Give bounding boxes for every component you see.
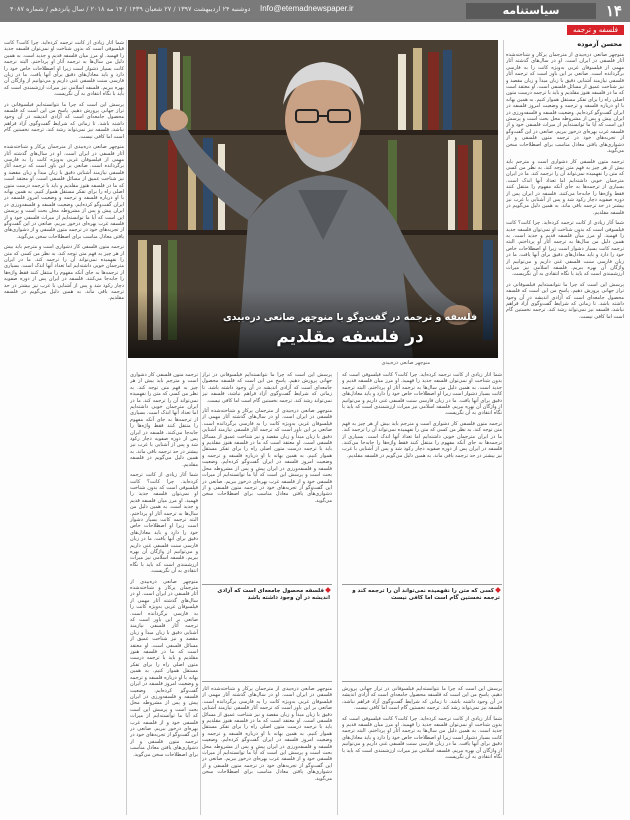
column-lower-5-text-2: شما آثار زیادی از کانت ترجمه کرده‌اید. چرا کانت؟ کانت فیلسوفی است که بدون شناخت او نمی‌توان فلسفه جدید را فهمید. او مرز میان فلسفه قدیم و جدید است. به همین دلیل من سال‌ها به ترجمه آثار او پرداختم. البته ترجمه کانت بسیار دشوار است زیرا او اصطلاحات خاص خود را دارد و باید معادل‌های دقیق برای آنها یافت. ما در زبان فارسی سنت فلسفی غنی داریم و می‌توانیم از واژگان آن بهره ببریم. فلسفه اسلامی نیز میراث ارزشمندی است که باید با نگاه انتقادی به آن نگریست.	[342, 715, 502, 761]
column-lower-3-text-2: ترجمه متون فلسفی کار دشواری است و مترجم باید بیش از هر چیز به فهم متن توجه کند. به نظر من کسی که متن را نفهمیده نمی‌تواند آن را ترجمه کند. ما در ایران مترجمان خوبی داشته‌ایم اما تعداد آنها اندک است. بسیاری از ترجمه‌ها به جای آنکه مفهوم را منتقل کنند فقط واژه‌ها را جابه‌جا می‌کنند. فلسفه در ایران پس از دوره صفویه دچار رکود شد و پس از آشنایی با غرب نیز بیشتر در حد ترجمه باقی ماند. به همین دلیل می‌گویم در فلسفه مقلدیم.	[342, 420, 502, 459]
column-right-text: منوچهر صانعی دره‌بیدی از مترجمان پرکار و شناخته‌شده آثار فلسفی در ایران است. او در سال‌های گذشته آثار مهمی از فیلسوفان غربی به‌ویژه کانت را به فارسی برگردانده است. صانعی بر این باور است که ترجمه آثار فلسفی نیازمند آشنایی دقیق با زبان مبدأ و زبان مقصد و نیز شناخت عمیق از مسائل فلسفی است. او معتقد است که ما در فلسفه هنوز مقلدیم و باید با ترجمه درست متون اصلی راه را برای تفکر مستقل هموار کنیم. به همین بهانه با او درباره فلسفه و ترجمه و وضعیت امروز فلسفه در ایران گفت‌وگو کرده‌ایم. وضعیت فلسفه و فلسفه‌ورزی در ایران پیش و پس از مشروطه محل بحث است و پرسش این است که آیا ما توانسته‌ایم از میراث فلسفی خود و از فلسفه غرب بهره‌ای درخور ببریم. صانعی در این گفت‌وگو از تجربه‌های خود در ترجمه متون فلسفی و از دشواری‌های یافتن معادل مناسب برای اصطلاحات سخن می‌گوید.	[506, 52, 624, 155]
column-far-left-text: شما آثار زیادی از کانت ترجمه کرده‌اید. چرا کانت؟ کانت فیلسوفی است که بدون شناخت او نمی‌توان فلسفه جدید را فهمید. او مرز میان فلسفه قدیم و جدید است. به همین دلیل من سال‌ها به ترجمه آثار او پرداختم. البته ترجمه کانت بسیار دشوار است زیرا او اصطلاحات خاص خود را دارد و باید معادل‌های دقیق برای آنها یافت. ما در زبان فارسی سنت فلسفی غنی داریم و می‌توانیم از واژگان آن بهره ببریم. فلسفه اسلامی نیز میراث ارزشمندی است که باید با نگاه انتقادی به آن نگریست.	[4, 40, 124, 98]
column-lower-1-text-3: منوچهر صانعی دره‌بیدی از مترجمان پرکار و شناخته‌شده آثار فلسفی در ایران است. او در سال‌های گذشته آثار مهمی از فیلسوفان غربی به‌ویژه کانت را به فارسی برگردانده است. صانعی بر این باور است که ترجمه آثار فلسفی نیازمند آشنایی دقیق با زبان مبدأ و زبان مقصد و نیز شناخت عمیق از مسائل فلسفی است. او معتقد است که ما در فلسفه هنوز مقلدیم و باید با ترجمه درست متون اصلی راه را برای تفکر مستقل هموار کنیم. به همین بهانه با او درباره فلسفه و ترجمه و وضعیت امروز فلسفه در ایران گفت‌وگو کرده‌ایم. وضعیت فلسفه و فلسفه‌ورزی در ایران پیش و پس از مشروطه محل بحث است و پرسش این است که آیا ما توانسته‌ایم از میراث فلسفی خود و از فلسفه غرب بهره‌ای درخور ببریم. صانعی در این گفت‌وگو از تجربه‌های خود در ترجمه متون فلسفی و از دشواری‌های یافتن معادل مناسب برای اصطلاحات سخن می‌گوید.	[130, 578, 198, 758]
column-right-text-2: ترجمه متون فلسفی کار دشواری است و مترجم باید بیش از هر چیز به فهم متن توجه کند. به نظر من کسی که متن را نفهمیده نمی‌تواند آن را ترجمه کند. ما در ایران مترجمان خوبی داشته‌ایم اما تعداد آنها اندک است. بسیاری از ترجمه‌ها به جای آنکه مفهوم را منتقل کنند فقط واژه‌ها را جابه‌جا می‌کنند. فلسفه در ایران پس از دوره صفویه دچار رکود شد و پس از آشنایی با غرب نیز بیشتر در حد ترجمه باقی ماند. به همین دلیل می‌گویم در فلسفه مقلدیم.	[506, 158, 624, 216]
column-lower-4-text: منوچهر صانعی دره‌بیدی از مترجمان پرکار و شناخته‌شده آثار فلسفی در ایران است. او در سال‌های گذشته آثار مهمی از فیلسوفان غربی به‌ویژه کانت را به فارسی برگردانده است. صانعی بر این باور است که ترجمه آثار فلسفی نیازمند آشنایی دقیق با زبان مبدأ و زبان مقصد و نیز شناخت عمیق از مسائل فلسفی است. او معتقد است که ما در فلسفه هنوز مقلدیم و باید با ترجمه درست متون اصلی راه را برای تفکر مستقل هموار کنیم. به همین بهانه با او درباره فلسفه و ترجمه و وضعیت امروز فلسفه در ایران گفت‌وگو کرده‌ایم. وضعیت فلسفه و فلسفه‌ورزی در ایران پیش و پس از مشروطه محل بحث است و پرسش این است که آیا ما توانسته‌ایم از میراث فلسفی خود و از فلسفه غرب بهره‌ای درخور ببریم. صانعی در این گفت‌وگو از تجربه‌های خود در ترجمه متون فلسفی و از دشواری‌های یافتن معادل مناسب برای اصطلاحات سخن می‌گوید.	[202, 686, 332, 782]
pull-quote-a	[202, 584, 332, 682]
headline-main: در فلسفه مقلدیم	[276, 327, 424, 347]
article-headline	[200, 312, 500, 347]
headline-subtitle: فلسفه و ترجمه در گفت‌وگو با منوچهر صانعی دره‌بیدی	[222, 312, 478, 323]
interview-photo	[128, 40, 498, 358]
column-far-left-text-2: پرسش این است که چرا ما نتوانسته‌ایم فیلسوفانی در تراز جهانی پرورش دهیم. پاسخ من این است که فلسفه محصول جامعه‌ای است که آزادی اندیشه در آن وجود داشته باشد. تا زمانی که شرایط گفت‌وگوی آزاد فراهم نباشد، فلسفه نیز نمی‌تواند رشد کند. ترجمه نخستین گام است اما کافی نیست.	[4, 101, 124, 140]
column-lower-3-text: شما آثار زیادی از کانت ترجمه کرده‌اید. چرا کانت؟ کانت فیلسوفی است که بدون شناخت او نمی‌توان فلسفه جدید را فهمید. او مرز میان فلسفه قدیم و جدید است. به همین دلیل من سال‌ها به ترجمه آثار او پرداختم. البته ترجمه کانت بسیار دشوار است زیرا او اصطلاحات خاص خود را دارد و باید معادل‌های دقیق برای آنها یافت. ما در زبان فارسی سنت فلسفی غنی داریم و می‌توانیم از واژگان آن بهره ببریم. فلسفه اسلامی نیز میراث ارزشمندی است که باید با نگاه انتقادی به آن نگریست.	[342, 372, 502, 417]
column-far-left	[4, 40, 124, 815]
column-lower-1	[130, 372, 198, 815]
column-far-left-text-4: ترجمه متون فلسفی کار دشواری است و مترجم باید بیش از هر چیز به فهم متن توجه کند. به نظر من کسی که متن را نفهمیده نمی‌تواند آن را ترجمه کند. ما در ایران مترجمان خوبی داشته‌ایم اما تعداد آنها اندک است. بسیاری از ترجمه‌ها به جای آنکه مفهوم را منتقل کنند فقط واژه‌ها را جابه‌جا می‌کنند. فلسفه در ایران پس از دوره صفویه دچار رکود شد و پس از آشنایی با غرب نیز بیشتر در حد ترجمه باقی ماند. به همین دلیل می‌گویم در فلسفه مقلدیم.	[4, 244, 124, 302]
bullet-diamond-icon	[495, 587, 501, 593]
photo-caption: منوچهر صانعی دره‌بیدی	[381, 360, 430, 366]
subsection-label: فلسفه و ترجمه	[567, 25, 624, 35]
section-title: سیاستنامه	[466, 3, 596, 19]
portrait-illustration	[128, 40, 498, 358]
column-divider	[337, 372, 338, 815]
column-divider	[503, 40, 504, 815]
page-number: ۱۴	[605, 3, 622, 20]
column-far-left-text-3: منوچهر صانعی دره‌بیدی از مترجمان پرکار و شناخته‌شده آثار فلسفی در ایران است. او در سال‌های گذشته آثار مهمی از فیلسوفان غربی به‌ویژه کانت را به فارسی برگردانده است. صانعی بر این باور است که ترجمه آثار فلسفی نیازمند آشنایی دقیق با زبان مبدأ و زبان مقصد و نیز شناخت عمیق از مسائل فلسفی است. او معتقد است که ما در فلسفه هنوز مقلدیم و باید با ترجمه درست متون اصلی راه را برای تفکر مستقل هموار کنیم. به همین بهانه با او درباره فلسفه و ترجمه و وضعیت امروز فلسفه در ایران گفت‌وگو کرده‌ایم. وضعیت فلسفه و فلسفه‌ورزی در ایران پیش و پس از مشروطه محل بحث است و پرسش این است که آیا ما توانسته‌ایم از میراث فلسفی خود و از فلسفه غرب بهره‌ای درخور ببریم. صانعی در این گفت‌وگو از تجربه‌های خود در ترجمه متون فلسفی و از دشواری‌های یافتن معادل مناسب برای اصطلاحات سخن می‌گوید.	[4, 144, 124, 240]
column-right-text-3: شما آثار زیادی از کانت ترجمه کرده‌اید. چرا کانت؟ کانت فیلسوفی است که بدون شناخت او نمی‌توان فلسفه جدید را فهمید. او مرز میان فلسفه قدیم و جدید است. به همین دلیل من سال‌ها به ترجمه آثار او پرداختم. البته ترجمه کانت بسیار دشوار است زیرا او اصطلاحات خاص خود را دارد و باید معادل‌های دقیق برای آنها یافت. ما در زبان فارسی سنت فلسفی غنی داریم و می‌توانیم از واژگان آن بهره ببریم. فلسفه اسلامی نیز میراث ارزشمندی است که باید با نگاه انتقادی به آن نگریست.	[506, 220, 624, 278]
column-lower-3	[342, 372, 502, 580]
header-dateline: دوشنبه ۲۴ اردیبهشت ۱۳۹۷ / ۲۷ شعبان ۱۴۳۹ / ۱۴ مه ۲۰۱۸ / سال پانزدهم / شماره ۴۰۸۷	[10, 5, 251, 13]
column-right	[506, 52, 624, 812]
pull-quote-a-text: فلسفه محصول جامعه‌ای است که آزادی اندیشه در آن وجود داشته باشد	[217, 588, 330, 601]
column-lower-5	[342, 686, 502, 815]
bullet-diamond-icon	[325, 587, 331, 593]
column-lower-2-text-2: منوچهر صانعی دره‌بیدی از مترجمان پرکار و شناخته‌شده آثار فلسفی در ایران است. او در سال‌های گذشته آثار مهمی از فیلسوفان غربی به‌ویژه کانت را به فارسی برگردانده است. صانعی بر این باور است که ترجمه آثار فلسفی نیازمند آشنایی دقیق با زبان مبدأ و زبان مقصد و نیز شناخت عمیق از مسائل فلسفی است. او معتقد است که ما در فلسفه هنوز مقلدیم و باید با ترجمه درست متون اصلی راه را برای تفکر مستقل هموار کنیم. به همین بهانه با او درباره فلسفه و ترجمه و وضعیت امروز فلسفه در ایران گفت‌وگو کرده‌ایم. وضعیت فلسفه و فلسفه‌ورزی در ایران پیش و پس از مشروطه محل بحث است و پرسش این است که آیا ما توانسته‌ایم از میراث فلسفی خود و از فلسفه غرب بهره‌ای درخور ببریم. صانعی در این گفت‌وگو از تجربه‌های خود در ترجمه متون فلسفی و از دشواری‌های یافتن معادل مناسب برای اصطلاحات سخن می‌گوید.	[202, 408, 332, 504]
column-lower-2-text: پرسش این است که چرا ما نتوانسته‌ایم فیلسوفانی در تراز جهانی پرورش دهیم. پاسخ من این است که فلسفه محصول جامعه‌ای است که آزادی اندیشه در آن وجود داشته باشد. تا زمانی که شرایط گفت‌وگوی آزاد فراهم نباشد، فلسفه نیز نمی‌تواند رشد کند. ترجمه نخستین گام است اما کافی نیست.	[202, 372, 332, 404]
header-email: Info@etemadnewspaper.ir	[260, 4, 354, 13]
column-lower-5-text: پرسش این است که چرا ما نتوانسته‌ایم فیلسوفانی در تراز جهانی پرورش دهیم. پاسخ من این است که فلسفه محصول جامعه‌ای است که آزادی اندیشه در آن وجود داشته باشد. تا زمانی که شرایط گفت‌وگوی آزاد فراهم نباشد، فلسفه نیز نمی‌تواند رشد کند. ترجمه نخستین گام است اما کافی نیست.	[342, 686, 502, 712]
pull-quote-b	[342, 584, 502, 682]
column-lower-4	[202, 686, 332, 815]
column-right-text-4: پرسش این است که چرا ما نتوانسته‌ایم فیلسوفانی در تراز جهانی پرورش دهیم. پاسخ من این است که فلسفه محصول جامعه‌ای است که آزادی اندیشه در آن وجود داشته باشد. تا زمانی که شرایط گفت‌وگوی آزاد فراهم نباشد، فلسفه نیز نمی‌تواند رشد کند. ترجمه نخستین گام است اما کافی نیست.	[506, 281, 624, 320]
byline: محسن آزموده	[577, 40, 622, 48]
column-divider	[126, 40, 127, 815]
column-lower-1-text-2: شما آثار زیادی از کانت ترجمه کرده‌اید. چرا کانت؟ کانت فیلسوفی است که بدون شناخت او نمی‌توان فلسفه جدید را فهمید. او مرز میان فلسفه قدیم و جدید است. به همین دلیل من سال‌ها به ترجمه آثار او پرداختم. البته ترجمه کانت بسیار دشوار است زیرا او اصطلاحات خاص خود را دارد و باید معادل‌های دقیق برای آنها یافت. ما در زبان فارسی سنت فلسفی غنی داریم و می‌توانیم از واژگان آن بهره ببریم. فلسفه اسلامی نیز میراث ارزشمندی است که باید با نگاه انتقادی به آن نگریست.	[130, 472, 198, 575]
pull-quote-b-text: کسی که متن را نفهمیده نمی‌تواند آن را ترجمه کند و ترجمه نخستین گام است اما کافی نیست	[352, 588, 500, 601]
column-lower-2	[202, 372, 332, 580]
column-lower-1-text: ترجمه متون فلسفی کار دشواری است و مترجم باید بیش از هر چیز به فهم متن توجه کند. به نظر من کسی که متن را نفهمیده نمی‌تواند آن را ترجمه کند. ما در ایران مترجمان خوبی داشته‌ایم اما تعداد آنها اندک است. بسیاری از ترجمه‌ها به جای آنکه مفهوم را منتقل کنند فقط واژه‌ها را جابه‌جا می‌کنند. فلسفه در ایران پس از دوره صفویه دچار رکود شد و پس از آشنایی با غرب نیز بیشتر در حد ترجمه باقی ماند. به همین دلیل می‌گویم در فلسفه مقلدیم.	[130, 372, 198, 468]
page-header-bar	[0, 0, 630, 22]
column-divider	[200, 372, 201, 815]
